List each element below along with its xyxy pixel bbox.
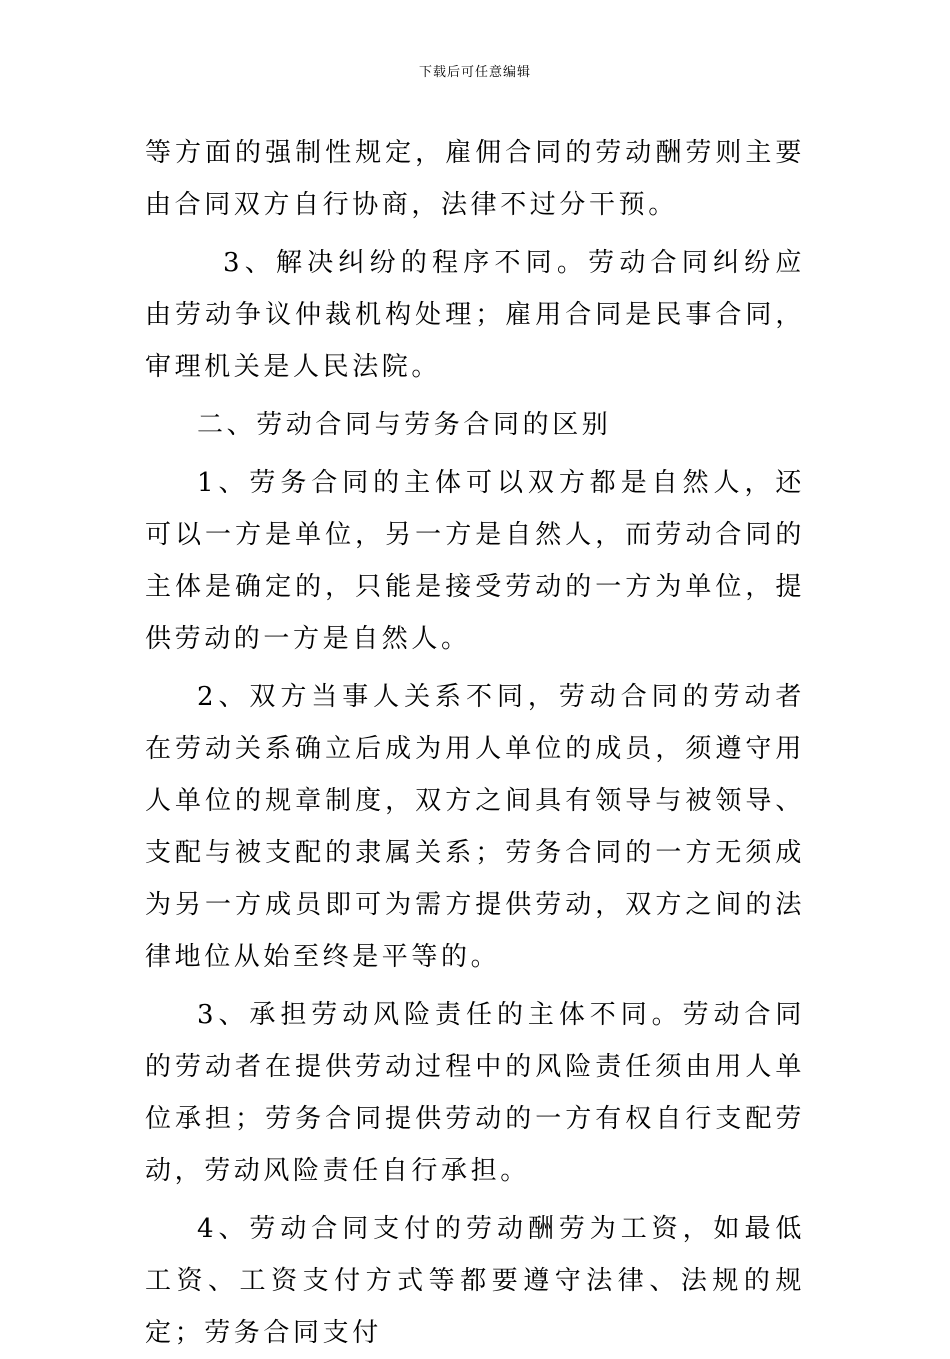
paragraph-point-2: 2、双方当事人关系不同，劳动合同的劳动者在劳动关系确立后成为用人单位的成员，须遵守用人单位的规章制度，双方之间具有领导与被领导、支配与被支配的隶属关系；劳务合同的一方无须成为另一方成员即可为需方提供劳动，双方之间的法律地位从始至终是平等的。 <box>145 682 805 972</box>
document-body <box>145 127 805 1359</box>
paragraph-dispute-procedure: 3、解决纠纷的程序不同。劳动合同纠纷应由劳动争议仲裁机构处理；雇用合同是民事合同，审理机关是人民法院。 <box>145 248 805 382</box>
paragraph-point-1: 1、劳务合同的主体可以双方都是自然人，还可以一方是单位，另一方是自然人，而劳动合同的主体是确定的，只能是接受劳动的一方为单位，提供劳动的一方是自然人。 <box>145 468 805 654</box>
paragraph-point-4: 4、劳动合同支付的劳动酬劳为工资，如最低工资、工资支付方式等都要遵守法律、法规的规定；劳务合同支付 <box>145 1214 805 1348</box>
page-header: 下载后可任意编辑 <box>418 65 531 80</box>
paragraph-continuation: 等方面的强制性规定，雇佣合同的劳动酬劳则主要由合同双方自行协商，法律不过分干预。 <box>145 138 805 220</box>
section-heading: 二、劳动合同与劳务合同的区别 <box>197 410 612 440</box>
paragraph-point-3: 3、承担劳动风险责任的主体不同。劳动合同的劳动者在提供劳动过程中的风险责任须由用人单位承担；劳务合同提供劳动的一方有权自行支配劳动，劳动风险责任自行承担。 <box>145 1000 805 1186</box>
